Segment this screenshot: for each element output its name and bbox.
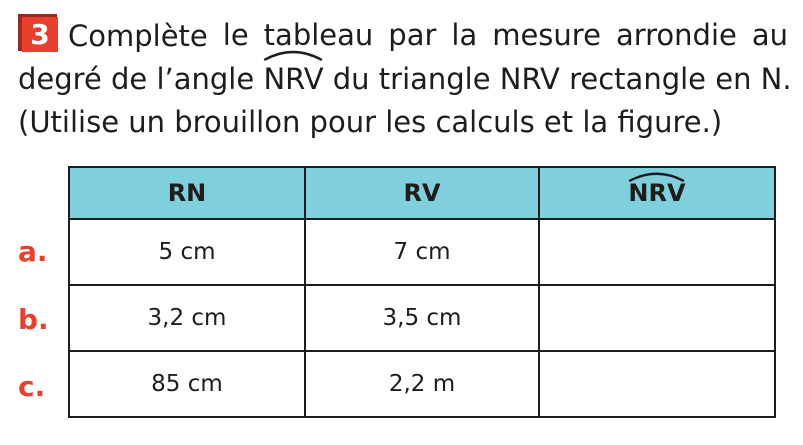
table-row xyxy=(69,351,775,417)
exercise-heading xyxy=(18,14,208,58)
cell-nrv-answer[interactable] xyxy=(539,285,775,351)
header-rn: RN xyxy=(69,167,305,219)
header-nrv xyxy=(539,167,775,219)
cell-rn: 85 cm xyxy=(69,351,305,417)
angle-nrv xyxy=(628,179,685,207)
exercise-number-badge xyxy=(18,14,60,52)
exercise-statement xyxy=(18,14,792,144)
measure-table xyxy=(68,166,776,418)
word: le xyxy=(222,18,249,52)
cell-rn: 5 cm xyxy=(69,219,305,285)
word: arrondie xyxy=(615,18,737,52)
cell-nrv-answer[interactable] xyxy=(539,351,775,417)
cell-rv: 3,5 cm xyxy=(305,285,539,351)
cell-rv: 7 cm xyxy=(305,219,539,285)
cell-rn: 3,2 cm xyxy=(69,285,305,351)
statement-text: du triangle NRV rectangle en N. xyxy=(323,62,792,96)
header-rv: RV xyxy=(305,167,539,219)
cell-rv: 2,2 m xyxy=(305,351,539,417)
cell-nrv-answer[interactable] xyxy=(539,219,775,285)
row-label-b: b. xyxy=(18,303,49,336)
word: tableau xyxy=(263,18,374,52)
row-label-a: a. xyxy=(18,235,48,268)
angle-name: NRV xyxy=(628,179,686,207)
table-row xyxy=(69,285,775,351)
word: la xyxy=(451,18,478,52)
angle-arc-icon xyxy=(628,171,685,182)
row-label-c: c. xyxy=(18,370,46,403)
word: au xyxy=(751,18,788,52)
word: Complète xyxy=(68,19,208,53)
statement-line-1 xyxy=(18,14,788,58)
table-header-row xyxy=(69,167,775,219)
angle-arc-icon xyxy=(263,49,323,61)
statement-text: (Utilise un brouillon pour les calculs et la figure.) xyxy=(18,105,723,139)
angle-nrv xyxy=(263,58,323,101)
statement-line-3 xyxy=(18,101,788,144)
word: par xyxy=(388,18,437,52)
statement-text: degré de l’angle xyxy=(18,62,264,96)
angle-name: NRV xyxy=(263,62,324,96)
statement-line-2 xyxy=(18,58,792,101)
exercise-number: 3 xyxy=(22,17,58,52)
word: mesure xyxy=(492,18,601,52)
table-row xyxy=(69,219,775,285)
